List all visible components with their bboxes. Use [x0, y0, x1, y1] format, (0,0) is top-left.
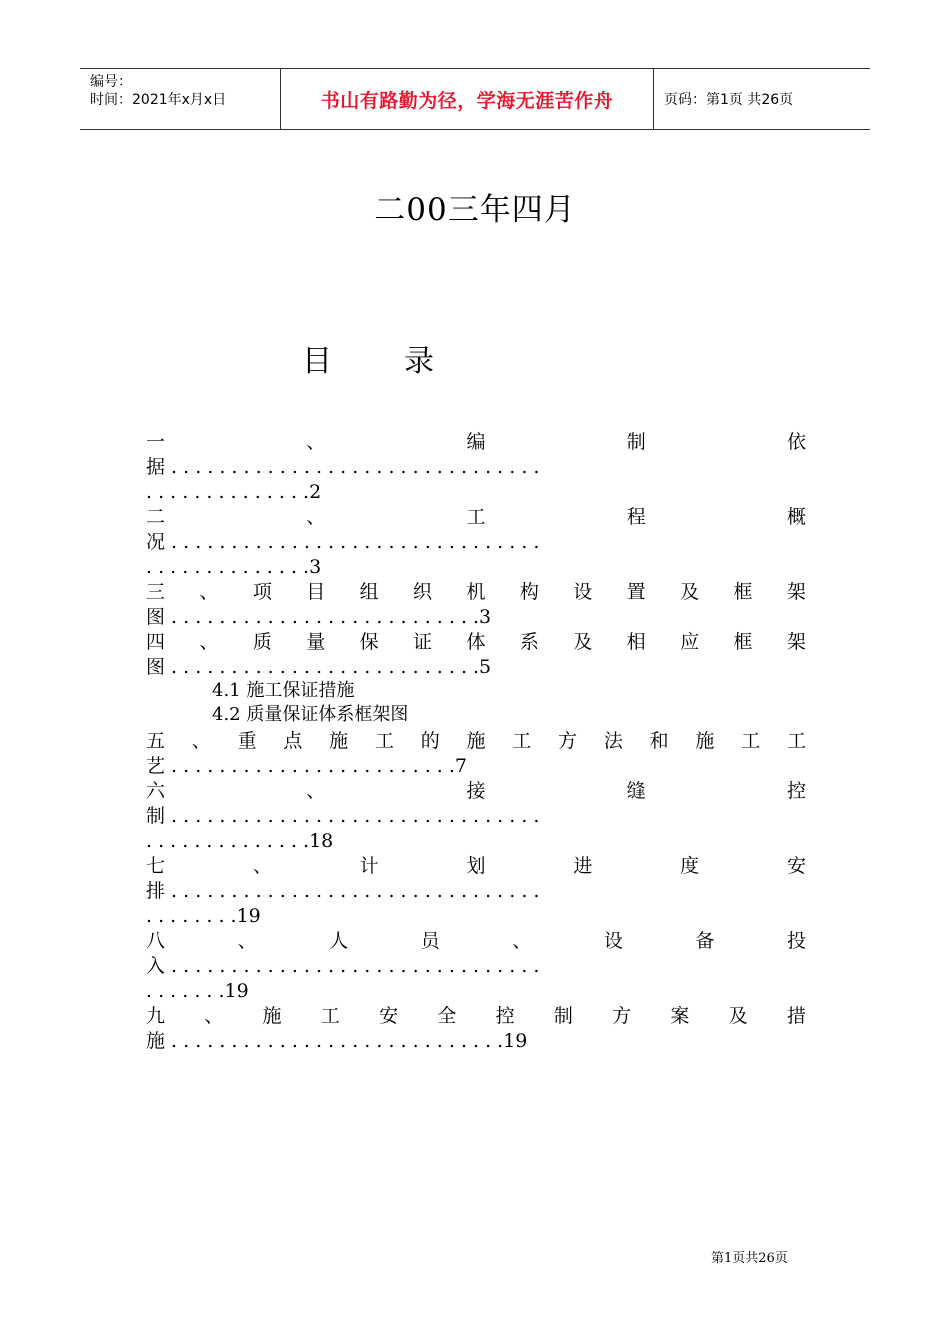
toc-char: 四: [146, 631, 166, 653]
toc-entry-title: [146, 580, 806, 605]
toc-char: 目: [306, 581, 326, 603]
toc-entry-title: [146, 729, 806, 754]
toc-char: 人: [329, 930, 349, 952]
header-motto: [281, 69, 654, 129]
toc-char: 相: [626, 631, 646, 653]
toc-char: 安: [379, 1005, 399, 1027]
toc-char: 、: [512, 930, 532, 952]
toc-leader: . . . . . . . . . . . . . .3: [146, 556, 322, 578]
toc-char: 工: [466, 506, 486, 528]
motto-text: 书山有路勤为径，学海无涯苦作舟: [320, 89, 614, 112]
toc-char: 设: [573, 581, 593, 603]
toc-char: 制: [553, 1005, 573, 1027]
toc-char: 安: [786, 855, 806, 877]
toc-entry-title: [146, 430, 806, 455]
time-label: 时间：2021年x月x日: [90, 92, 227, 108]
toc-char: 量: [306, 631, 326, 653]
toc-char: 措: [786, 1005, 806, 1027]
toc-char: 控: [495, 1005, 515, 1027]
toc-title-char: 目: [302, 344, 332, 379]
toc-char: 保: [359, 631, 379, 653]
toc-char: 度: [680, 855, 700, 877]
toc-char: 程: [626, 506, 646, 528]
toc-char: 织: [413, 581, 433, 603]
toc-char: 制: [626, 431, 646, 453]
toc-char: 机: [466, 581, 486, 603]
toc-char: 、: [306, 431, 326, 453]
toc-char: 工: [512, 730, 532, 752]
toc-char: 、: [306, 780, 326, 802]
toc-char: 及: [728, 1005, 748, 1027]
toc-title-char: 录: [404, 344, 434, 379]
toc-char: 八: [146, 930, 166, 952]
toc-char: 架: [786, 581, 806, 603]
toc-leader: 图 . . . . . . . . . . . . . . . . . . . . . . . . . .5: [146, 656, 492, 678]
toc-char: 设: [603, 930, 623, 952]
page-header: [80, 68, 870, 130]
header-page-info: 页码：第1页 共26页: [664, 92, 794, 108]
toc-entry-title: [146, 630, 806, 655]
toc-char: 、: [237, 930, 257, 952]
toc-char: 施: [466, 730, 486, 752]
toc-char: 七: [146, 855, 166, 877]
toc-char: 员: [420, 930, 440, 952]
toc-char: 缝: [626, 780, 646, 802]
date-title: 二00三年四月: [374, 192, 576, 228]
toc-char: 工: [786, 730, 806, 752]
toc-char: 质: [252, 631, 272, 653]
number-label: 编号：: [90, 74, 132, 90]
toc-char: 施: [695, 730, 715, 752]
toc-char: 、: [199, 631, 219, 653]
toc-char: 应: [680, 631, 700, 653]
toc-leader: 艺 . . . . . . . . . . . . . . . . . . . . . . . .7: [146, 755, 467, 777]
toc-char: 架: [786, 631, 806, 653]
toc-char: 全: [437, 1005, 457, 1027]
toc-char: 控: [786, 780, 806, 802]
toc-leader: 图 . . . . . . . . . . . . . . . . . . . . . . . . . .3: [146, 606, 492, 628]
toc-char: 及: [573, 631, 593, 653]
toc-leader: 况 . . . . . . . . . . . . . . . . . . . . . . . . . . . . . . .: [146, 531, 540, 553]
toc-char: 备: [695, 930, 715, 952]
toc-leader: 排 . . . . . . . . . . . . . . . . . . . . . . . . . . . . . . .: [146, 880, 540, 902]
toc-entry-title: [146, 854, 806, 879]
toc-char: 系: [519, 631, 539, 653]
toc-char: 、: [306, 506, 326, 528]
toc-leader: . . . . . . . . . . . . . .2: [146, 481, 322, 503]
toc-char: 依: [786, 431, 806, 453]
toc-subentry: 4.2 质量保证体系框架图: [212, 704, 409, 725]
toc-char: 及: [680, 581, 700, 603]
toc-char: 三: [146, 581, 166, 603]
toc-char: 方: [612, 1005, 632, 1027]
toc-char: 框: [733, 631, 753, 653]
toc-entry-title: [146, 1004, 806, 1029]
toc-char: 施: [262, 1005, 282, 1027]
toc-char: 九: [146, 1005, 166, 1027]
toc-char: 工: [741, 730, 761, 752]
toc-char: 构: [519, 581, 539, 603]
toc-char: 方: [558, 730, 578, 752]
toc-char: 证: [413, 631, 433, 653]
toc-leader: 入 . . . . . . . . . . . . . . . . . . . . . . . . . . . . . . .: [146, 955, 540, 977]
toc-leader: . . . . . . . . . . . . . .18: [146, 830, 334, 852]
toc-char: 和: [649, 730, 669, 752]
toc-char: 六: [146, 780, 166, 802]
toc-char: 组: [359, 581, 379, 603]
toc-char: 划: [466, 855, 486, 877]
toc-char: 一: [146, 431, 166, 453]
toc-char: 工: [320, 1005, 340, 1027]
toc-entry-title: [146, 929, 806, 954]
toc-leader: 制 . . . . . . . . . . . . . . . . . . . . . . . . . . . . . . .: [146, 805, 540, 827]
toc-char: 施: [329, 730, 349, 752]
toc-leader: 据 . . . . . . . . . . . . . . . . . . . . . . . . . . . . . . .: [146, 456, 540, 478]
toc-char: 、: [252, 855, 272, 877]
header-meta: [80, 69, 281, 129]
toc-char: 框: [733, 581, 753, 603]
toc-char: 工: [374, 730, 394, 752]
toc-char: 进: [573, 855, 593, 877]
toc-char: 接: [466, 780, 486, 802]
toc-subentry: 4.1 施工保证措施: [212, 680, 355, 701]
toc-char: 法: [603, 730, 623, 752]
toc-char: 五: [146, 730, 166, 752]
toc-title: [302, 336, 434, 380]
toc-leader: . . . . . . . .19: [146, 905, 261, 927]
toc-char: 投: [786, 930, 806, 952]
toc-char: 、: [204, 1005, 224, 1027]
page-footer: 第1页共26页: [711, 1251, 788, 1266]
toc-leader: 施 . . . . . . . . . . . . . . . . . . . . . . . . . . . .19: [146, 1030, 528, 1052]
toc-char: 体: [466, 631, 486, 653]
toc-char: 的: [420, 730, 440, 752]
toc-char: 置: [626, 581, 646, 603]
toc-char: 案: [670, 1005, 690, 1027]
toc-char: 项: [252, 581, 272, 603]
toc-leader: . . . . . . .19: [146, 980, 249, 1002]
toc-entry-title: [146, 505, 806, 530]
toc-char: 点: [283, 730, 303, 752]
toc-char: 二: [146, 506, 166, 528]
toc-char: 概: [786, 506, 806, 528]
toc-char: 重: [237, 730, 257, 752]
toc-char: 、: [191, 730, 211, 752]
toc-entry-title: [146, 779, 806, 804]
toc-char: 计: [359, 855, 379, 877]
toc-char: 编: [466, 431, 486, 453]
toc-char: 、: [199, 581, 219, 603]
